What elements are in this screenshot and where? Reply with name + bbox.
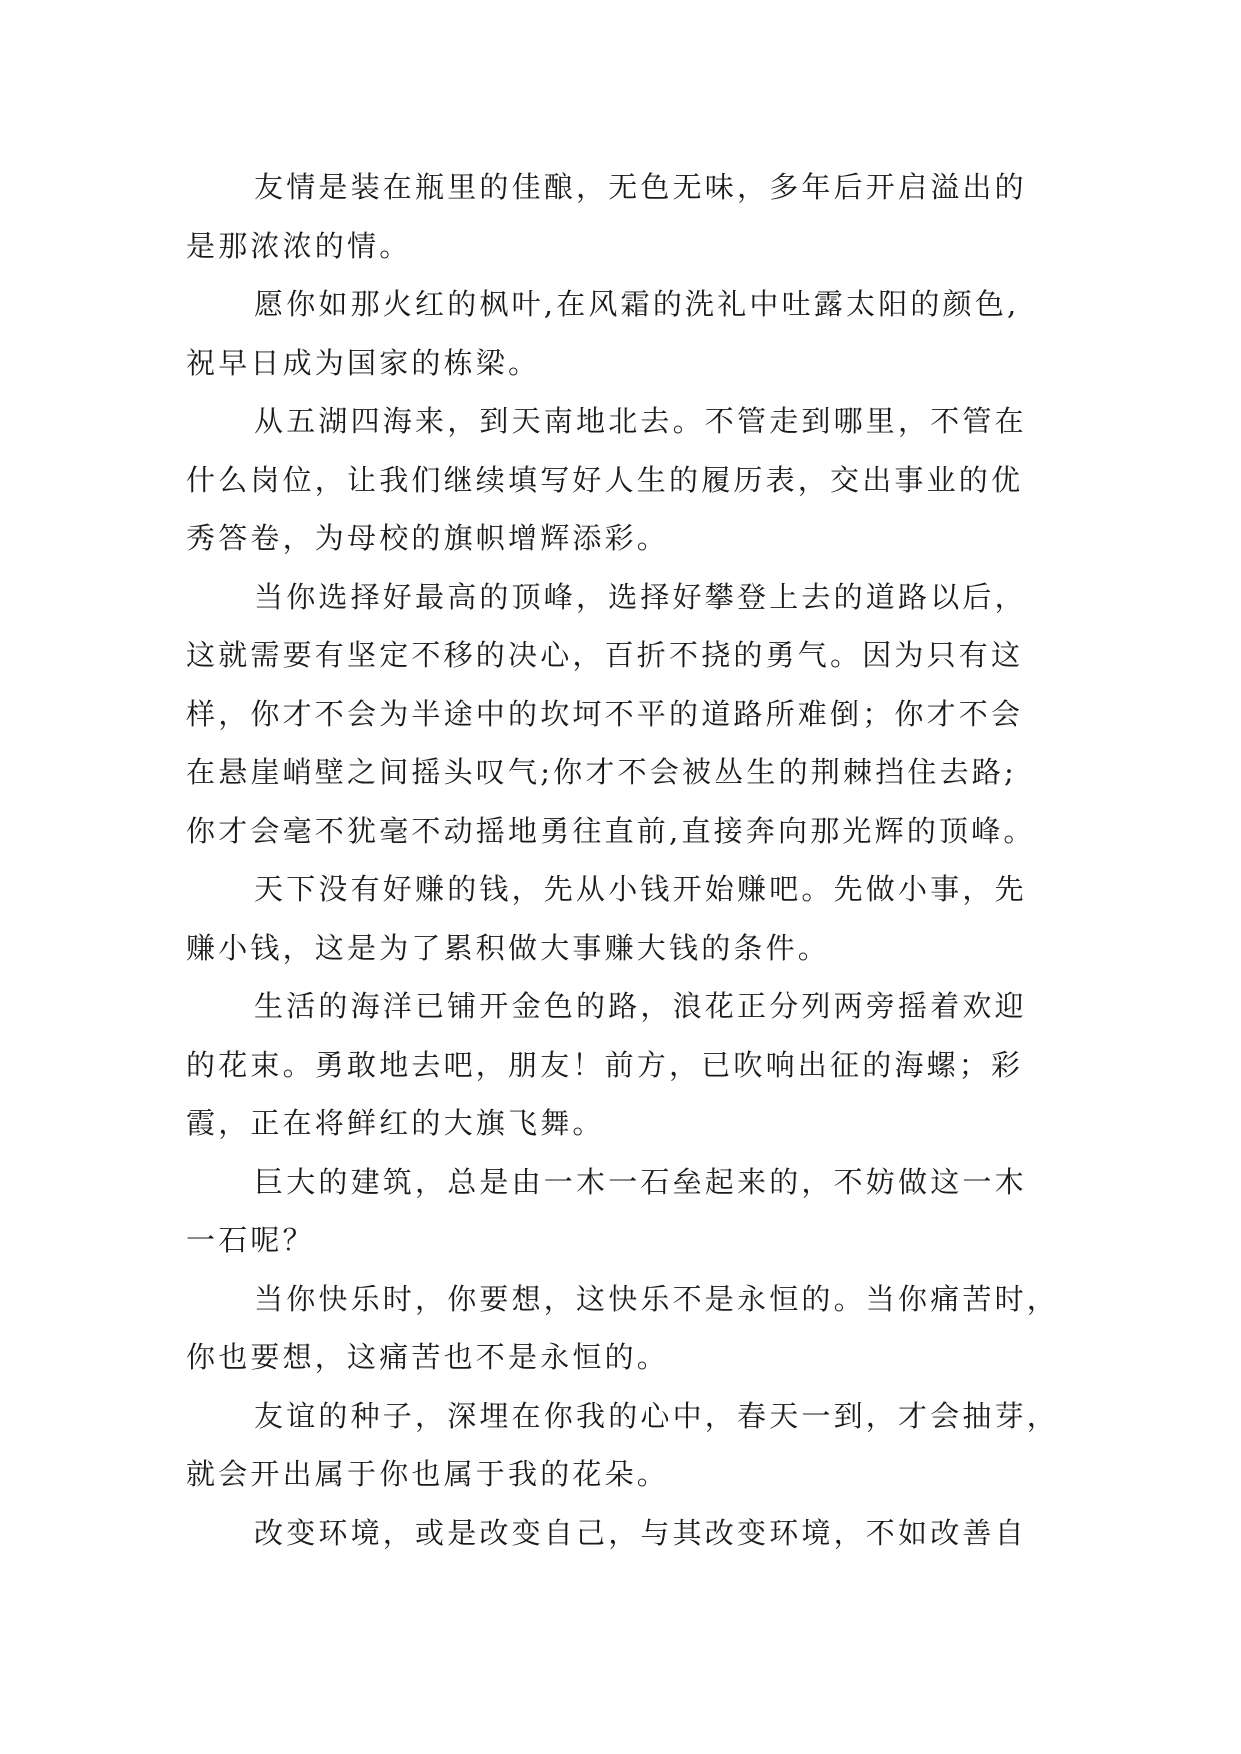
text-line: 一石呢？ — [186, 1223, 315, 1257]
text-line: 当你选择好最高的顶峰，选择好攀登上去的道路以后， — [254, 579, 1027, 614]
text-line: 你才会毫不犹毫不动摇地勇往直前,直接奔向那光辉的顶峰。 — [186, 813, 1036, 848]
paragraph-10 — [186, 1504, 1066, 1563]
text-line: 赚小钱，这是为了累积做大事赚大钱的条件。 — [186, 930, 831, 965]
paragraph-5 — [186, 860, 1066, 977]
paragraph-3 — [186, 392, 1066, 568]
text-line: 愿你如那火红的枫叶,在风霜的洗礼中吐露太阳的颜色, — [254, 287, 1020, 321]
text-line: 这就需要有坚定不移的决心，百折不挠的勇气。因为只有这 — [186, 638, 1024, 672]
text-line: 的花束。勇敢地去吧，朋友！前方，已吹响出征的海螺；彩 — [186, 1047, 1024, 1082]
text-line: 友情是装在瓶里的佳酿，无色无味，多年后开启溢出的 — [254, 170, 1027, 204]
paragraph-4 — [186, 568, 1066, 861]
text-line: 霞，正在将鲜红的大旗飞舞。 — [186, 1106, 605, 1140]
text-line: 秀答卷，为母校的旗帜增辉添彩。 — [186, 521, 670, 555]
paragraph-9 — [186, 1387, 1066, 1504]
paragraph-6 — [186, 977, 1066, 1153]
text-line: 样，你才不会为半途中的坎坷不平的道路所难倒；你才不会 — [186, 696, 1024, 731]
text-line: 是那浓浓的情。 — [186, 228, 412, 263]
text-line: 在悬崖峭壁之间摇头叹气;你才不会被丛生的荆棘挡住去路; — [186, 755, 1017, 789]
paragraph-1 — [186, 158, 1066, 275]
text-line: 从五湖四海来，到天南地北去。不管走到哪里，不管在 — [254, 404, 1027, 438]
paragraph-2 — [186, 275, 1066, 392]
document-body — [186, 158, 1066, 1562]
text-line: 祝早日成为国家的栋梁。 — [186, 345, 541, 380]
text-line: 生活的海洋已铺开金色的路，浪花正分列两旁摇着欢迎 — [254, 989, 1027, 1023]
text-line: 巨大的建筑，总是由一木一石垒起来的，不妨做这一木 — [254, 1164, 1027, 1199]
text-line: 天下没有好赚的钱，先从小钱开始赚吧。先做小事，先 — [254, 872, 1027, 906]
text-line: 就会开出属于你也属于我的花朵。 — [186, 1457, 670, 1491]
paragraph-8 — [186, 1270, 1066, 1387]
text-line: 你也要想，这痛苦也不是永恒的。 — [186, 1340, 670, 1374]
text-line: 友谊的种子，深埋在你我的心中，春天一到，才会抽芽， — [254, 1398, 1060, 1433]
paragraph-7 — [186, 1153, 1066, 1270]
text-line: 什么岗位，让我们继续填写好人生的履历表，交出事业的优 — [186, 462, 1024, 497]
text-line: 当你快乐时，你要想，这快乐不是永恒的。当你痛苦时， — [254, 1281, 1060, 1316]
text-line: 改变环境，或是改变自己，与其改变环境，不如改善自 — [254, 1515, 1027, 1550]
